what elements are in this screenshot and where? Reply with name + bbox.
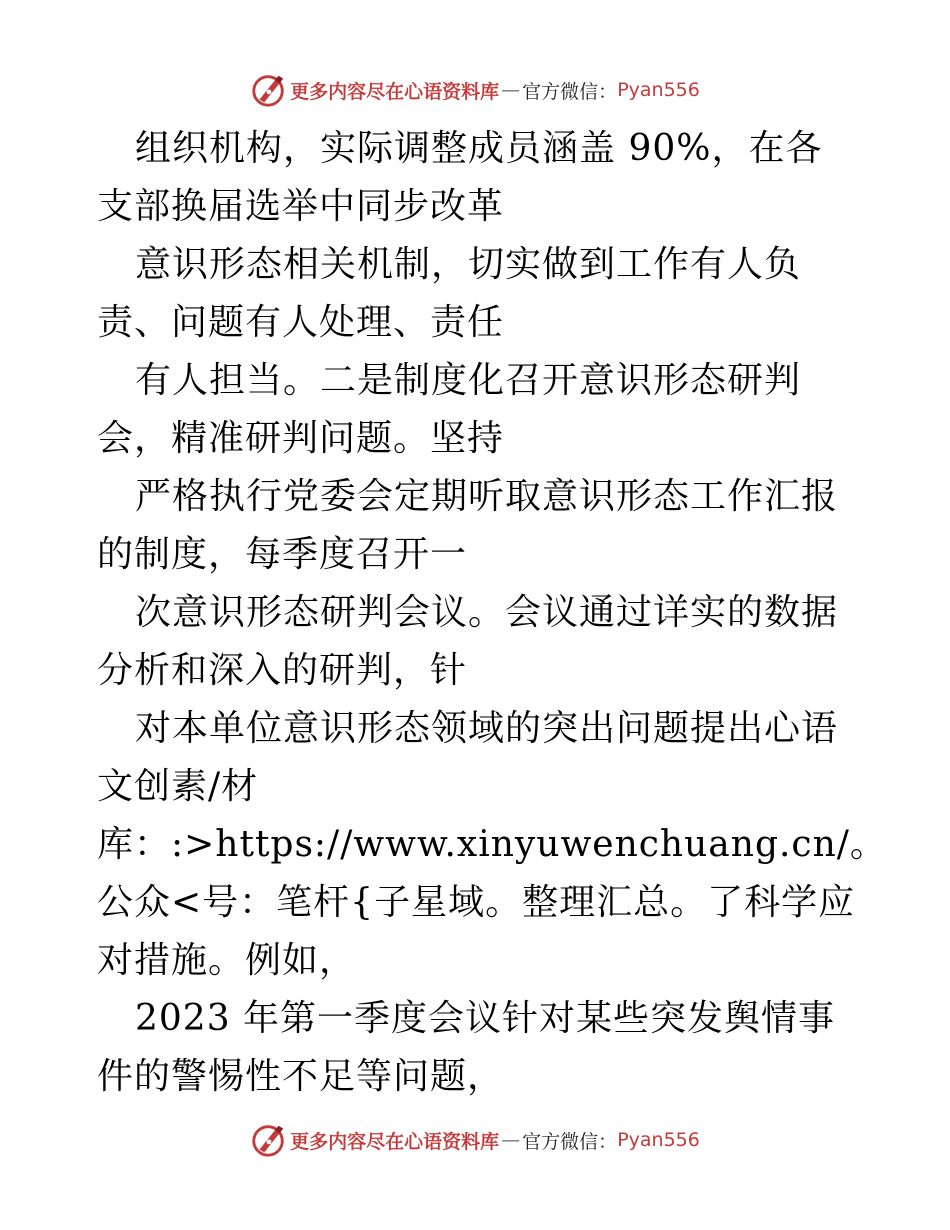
header-banner [0, 70, 950, 110]
paragraph: 次意识形态研判会议。会议通过详实的数据分析和深入的研判，针 [97, 592, 839, 691]
header-dash: — [501, 79, 521, 101]
paragraph: 严格执行党委会定期听取意识形态工作汇报的制度，每季度召开一 [97, 476, 839, 575]
footer-brand-text: 更多内容尽在心语资料库 [290, 1130, 500, 1153]
header-wechat-id: Pyan556 [617, 79, 700, 101]
paragraph: 意识形态相关机制，切实做到工作有人负责、问题有人处理、责任 [97, 244, 802, 343]
paragraph: 组织机构，实际调整成员涵盖 90%，在各支部换届选举中同步改革 [97, 128, 823, 227]
pen-logo-icon [250, 71, 288, 109]
document-body [97, 120, 887, 1106]
paragraph: 有人担当。二是制度化召开意识形态研判会，精准研判问题。坚持 [97, 360, 802, 459]
footer-dash: — [501, 1129, 521, 1151]
footer-banner [0, 1120, 950, 1160]
footer-wechat-label: 官方微信： [522, 1130, 618, 1153]
paragraph: 2023 年第一季度会议针对某些突发舆情事件的警惕性不足等问题， [97, 998, 836, 1097]
header-wechat-label: 官方微信： [522, 80, 618, 103]
header-brand-text: 更多内容尽在心语资料库 [290, 80, 500, 103]
footer-wechat-id: Pyan556 [617, 1129, 700, 1151]
pen-logo-icon [250, 1121, 288, 1159]
paragraph: 对本单位意识形态领域的突出问题提出心语文创素/材库：:>https://www.xinyuwenchuang.cn/。公众<号：笔杆{子星域。整理汇总。了科学应对措施。例如， [97, 708, 887, 981]
